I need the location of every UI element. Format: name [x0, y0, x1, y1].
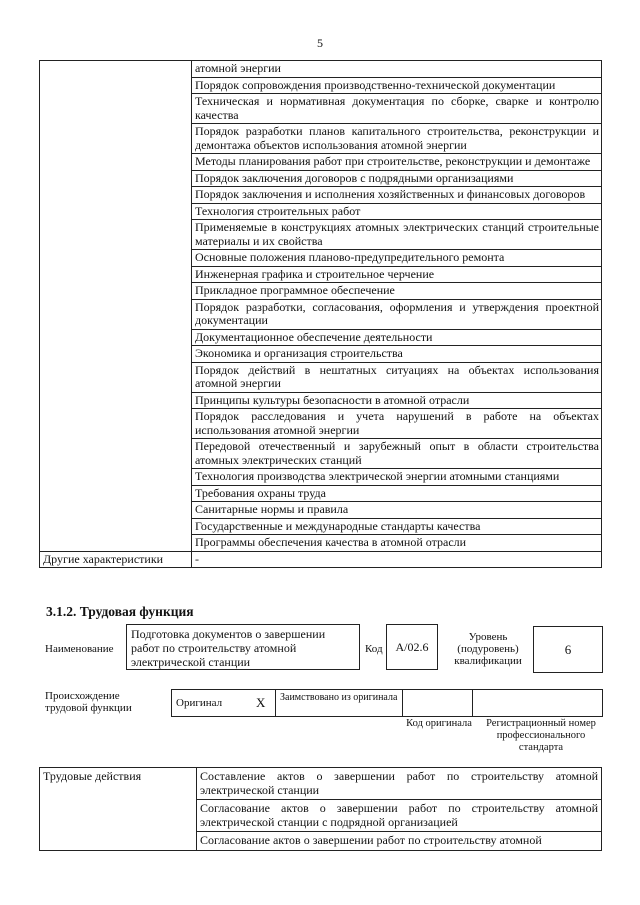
other-characteristics-value: - [192, 551, 602, 568]
origin-divider-2 [402, 690, 403, 716]
action-item: Согласование актов о завершении работ по строительству атомной электрической станции с подрядной организацией [197, 800, 602, 832]
knowledge-item: Применяемые в конструкциях атомных электрических станций строительные материалы и их свойства [192, 220, 602, 250]
origin-divider-1 [275, 690, 276, 716]
borrowed-label: Заимствовано из оригинала [280, 692, 398, 703]
knowledge-item: Санитарные нормы и правила [192, 502, 602, 519]
section-heading: 3.1.2. Трудовая функция [46, 604, 194, 619]
action-item: Составление актов о завершении работ по строительству атомной электрической станции [197, 768, 602, 800]
knowledge-item: Принципы культуры безопасности в атомной отрасли [192, 392, 602, 409]
actions-table [39, 767, 602, 851]
other-characteristics-row [40, 551, 602, 568]
knowledge-item: Экономика и организация строительства [192, 346, 602, 363]
knowledge-item: Порядок действий в нештатных ситуациях на объектах использования атомной энергии [192, 362, 602, 392]
knowledge-item: Порядок заключения договоров с подрядными организациями [192, 170, 602, 187]
origin-box [171, 689, 603, 717]
function-code: А/02.6 [386, 624, 438, 670]
action-item: Согласование актов о завершении работ по строительству атомной [197, 832, 602, 851]
knowledge-item: Прикладное программное обеспечение [192, 283, 602, 300]
page-number: 5 [317, 36, 323, 50]
action-row [40, 768, 602, 800]
knowledge-table-body [40, 61, 602, 568]
knowledge-item: Техническая и нормативная документация по сборке, сварке и контролю качества [192, 94, 602, 124]
reg-caption: Регистрационный номер профессионального стандарта [486, 718, 596, 753]
knowledge-item: Технология производства электрической энергии атомными станциями [192, 469, 602, 486]
knowledge-item: Порядок сопровождения производственно-технической документации [192, 77, 602, 94]
knowledge-row [40, 61, 602, 78]
knowledge-item: Основные положения планово-предупредительного ремонта [192, 250, 602, 267]
knowledge-item: Технология строительных работ [192, 203, 602, 220]
original-label: Оригинал [176, 697, 223, 709]
origin-label: Происхождение трудовой функции [45, 690, 132, 714]
knowledge-table [39, 60, 602, 568]
knowledge-item: Передовой отечественный и зарубежный опыт в области строительства атомных электрических станций [192, 439, 602, 469]
knowledge-item: Инженерная графика и строительное черчение [192, 266, 602, 283]
knowledge-item: Документационное обеспечение деятельности [192, 329, 602, 346]
knowledge-item: Порядок заключения и исполнения хозяйственных и финансовых договоров [192, 187, 602, 204]
knowledge-item: атомной энергии [192, 61, 602, 78]
original-mark: X [256, 695, 266, 710]
code-caption: Код оригинала [406, 718, 472, 729]
actions-label: Трудовые действия [40, 768, 197, 851]
knowledge-item: Государственные и международные стандарты качества [192, 518, 602, 535]
origin-divider-3 [472, 690, 473, 716]
code-label: Код [365, 643, 383, 655]
actions-table-body [40, 768, 602, 851]
knowledge-item: Порядок разработки планов капитального строительства, реконструкции и демонтажа объектов использования атомной энергии [192, 124, 602, 154]
knowledge-item: Порядок расследования и учета нарушений в работе на объектах использования атомной энергии [192, 409, 602, 439]
knowledge-item: Программы обеспечения качества в атомной отрасли [192, 535, 602, 552]
level-label: Уровень (подуровень) квалификации [454, 631, 522, 667]
knowledge-item: Требования охраны труда [192, 485, 602, 502]
other-characteristics-label: Другие характеристики [40, 551, 192, 568]
knowledge-item: Методы планирования работ при строительстве, реконструкции и демонтаже [192, 154, 602, 171]
knowledge-label-cell [40, 61, 192, 552]
name-label: Наименование [45, 643, 114, 655]
qualification-level: 6 [533, 626, 603, 673]
knowledge-item: Порядок разработки, согласования, оформления и утверждения проектной документации [192, 299, 602, 329]
function-name: Подготовка документов о завершении работ по строительству атомной электрической станции [126, 624, 360, 670]
